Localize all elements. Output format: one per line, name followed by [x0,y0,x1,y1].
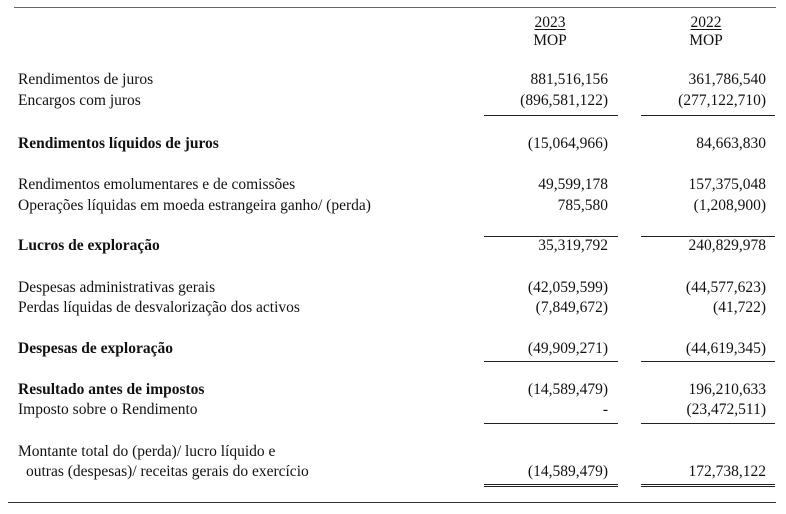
row-label-continued: outras (despesas)/ receitas gerais do exercício [26,463,309,480]
subtotal-rule-2022 [641,361,775,362]
value-2023: (14,589,479) [527,381,608,398]
value-2023: 49,599,178 [538,176,608,193]
row-label: Operações líquidas em moeda estrangeira ganho/ (perda) [18,197,371,214]
row-label-bold: Resultado antes de impostos [18,381,205,398]
value-2022: 196,210,633 [688,381,766,398]
header-year-2022: 2022 [690,14,722,31]
value-2022: (23,472,511) [686,401,766,418]
subtotal-rule-2023 [484,115,618,116]
value-2023: (14,589,479) [527,463,608,480]
total-double-rule-2023 [484,484,618,487]
top-border [14,7,776,8]
value-2023: 35,319,792 [538,237,608,254]
value-2022: (1,208,900) [693,197,766,214]
row-label: Perdas líquidas de desvalorização dos activos [18,299,300,316]
subtotal-rule-2022 [641,115,775,116]
bottom-border [8,502,776,503]
value-2022: (277,122,710) [678,92,766,109]
value-2022: 361,786,540 [688,71,766,88]
row-label: Rendimentos emolumentares e de comissões [18,176,296,193]
subtotal-rule-2023 [484,361,618,362]
value-2022: 157,375,048 [688,176,766,193]
value-2022: (44,577,623) [685,279,766,296]
row-label: Encargos com juros [18,92,141,109]
row-label: Montante total do (perda)/ lucro líquido e [18,443,276,460]
header-year-2023: 2023 [534,14,566,31]
subtotal-rule-2023 [484,423,618,424]
value-2023: (49,909,271) [527,340,608,357]
value-2023: 881,516,156 [530,71,608,88]
value-2023: (42,059,599) [527,279,608,296]
row-label-bold: Despesas de exploração [18,340,173,357]
row-label: Despesas administrativas gerais [18,279,216,296]
subtotal-rule-2022 [641,423,775,424]
value-2023: (15,064,966) [527,135,608,152]
value-2022: (44,619,345) [685,340,766,357]
row-label-bold: Lucros de exploração [18,237,160,254]
value-2023: - [602,401,608,418]
header-currency-2022: MOP [689,32,723,49]
value-2023: 785,580 [557,197,608,214]
row-label: Imposto sobre o Rendimento [18,401,198,418]
total-double-rule-2022 [641,484,775,487]
value-2022: 84,663,830 [696,135,766,152]
row-label: Rendimentos de juros [18,71,154,88]
value-2023: (7,849,672) [535,299,608,316]
value-2023: (896,581,122) [520,92,608,109]
value-2022: (41,722) [713,299,766,316]
row-label-bold: Rendimentos líquidos de juros [18,135,219,152]
value-2022: 240,829,978 [688,237,766,254]
value-2022: 172,738,122 [688,463,766,480]
header-currency-2023: MOP [533,32,567,49]
